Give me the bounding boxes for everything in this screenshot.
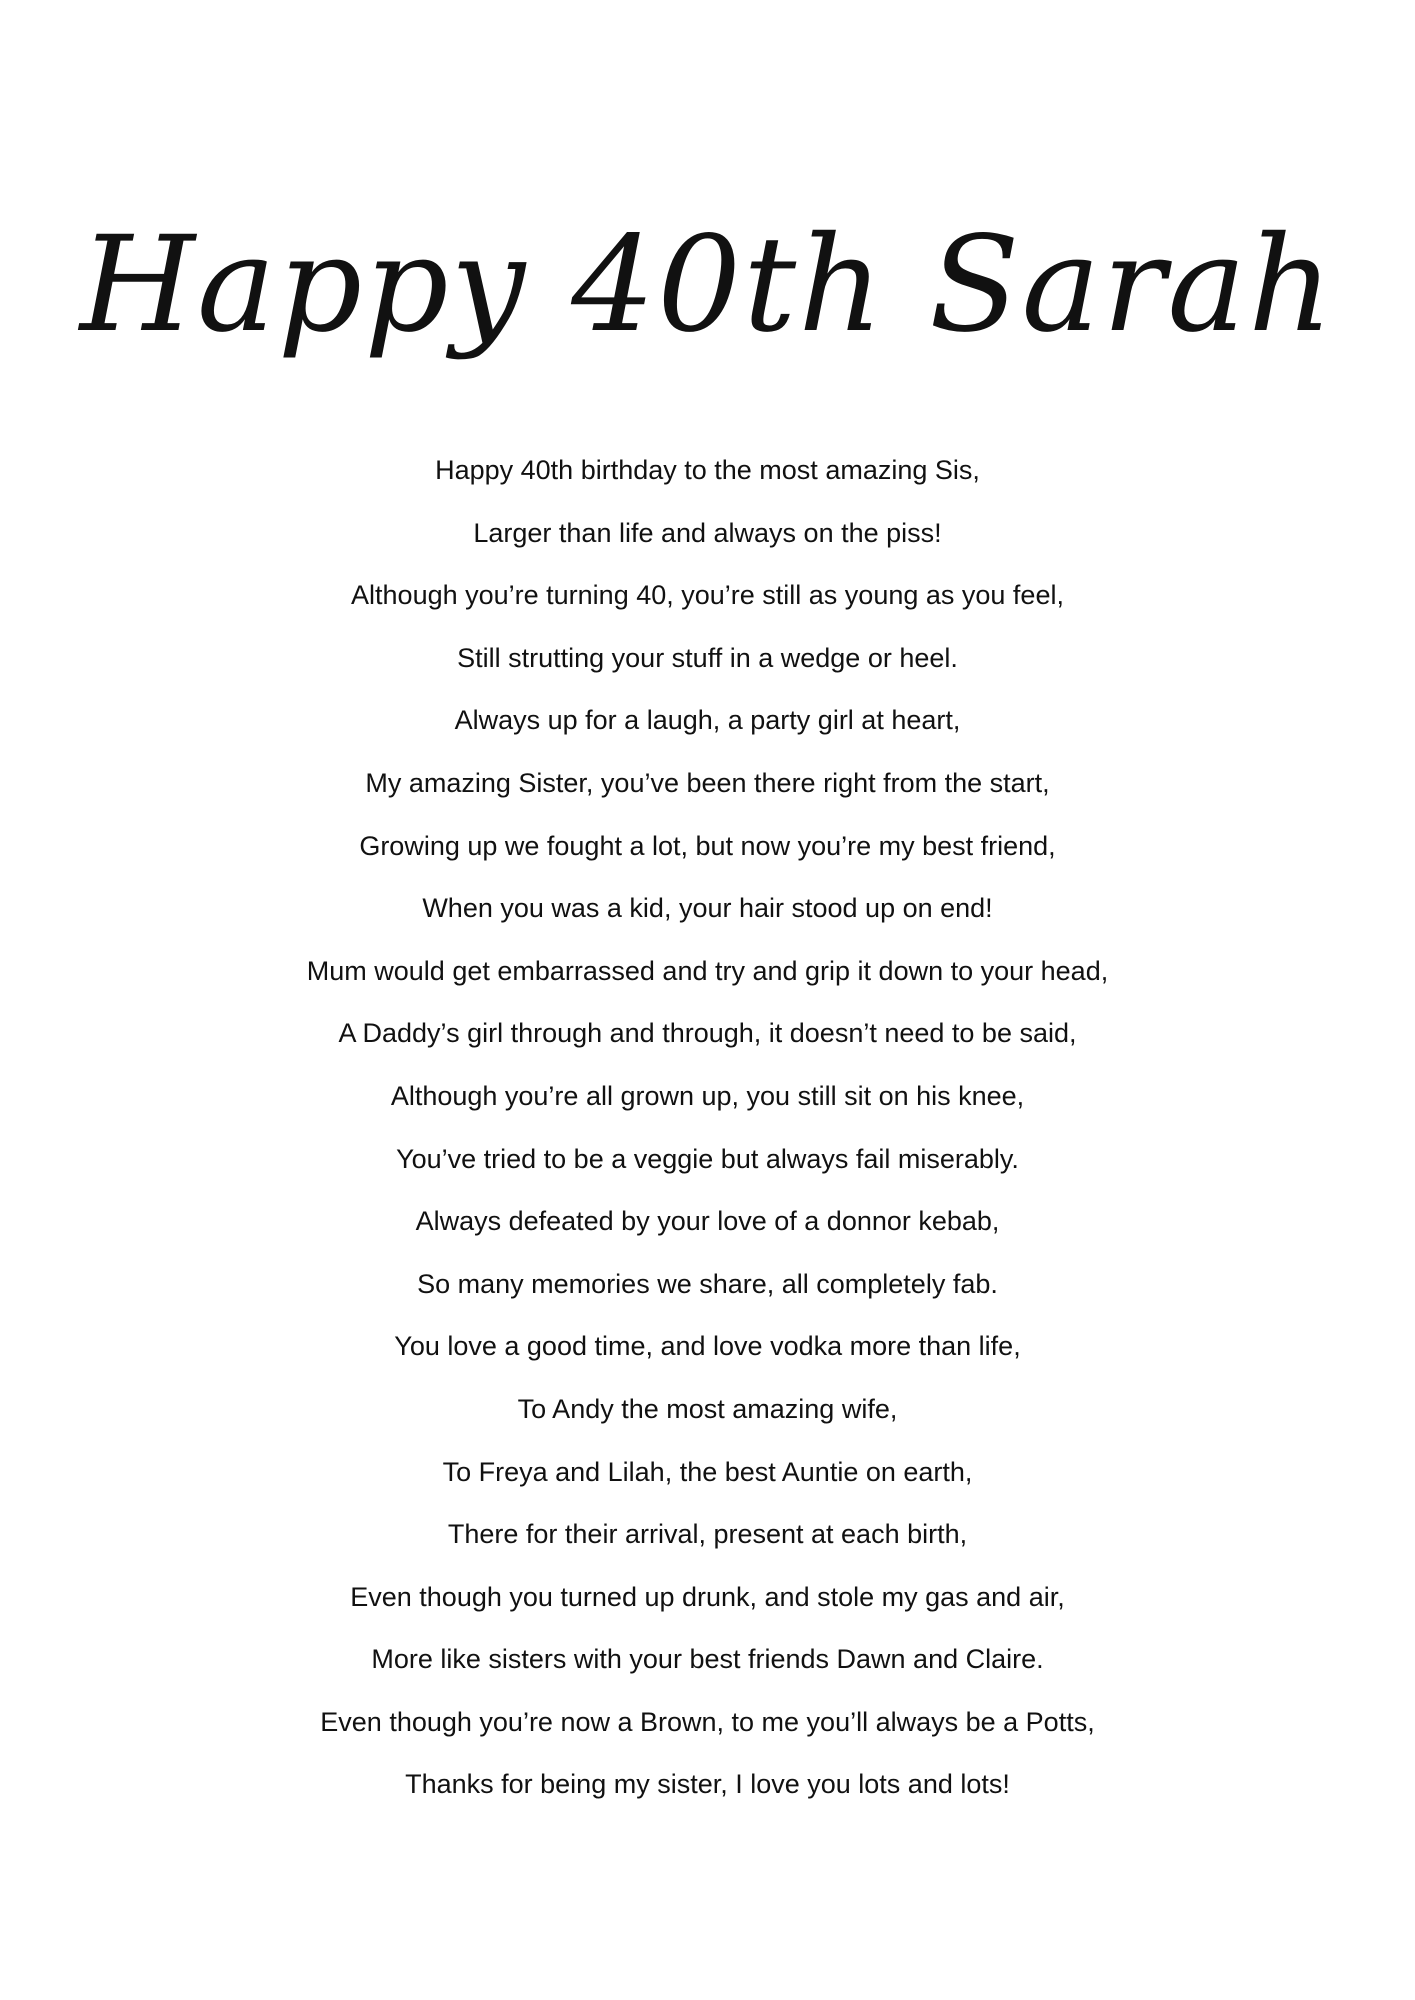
page-title: Happy 40th Sarah: [79, 208, 1336, 362]
poem-line: To Freya and Lilah, the best Auntie on earth,: [442, 1456, 973, 1487]
poem-line: Growing up we fought a lot, but now you’re my best friend,: [359, 830, 1056, 861]
poem-line: Still strutting your stuff in a wedge or heel.: [457, 642, 958, 673]
poem-line: A Daddy’s girl through and through, it doesn’t need to be said,: [338, 1018, 1077, 1049]
poem-line: So many memories we share, all completely fab.: [417, 1268, 998, 1299]
poem-line: Always defeated by your love of a donnor kebab,: [415, 1206, 1000, 1237]
poem-line: More like sisters with your best friends Dawn and Claire.: [371, 1644, 1044, 1675]
poem-line: Although you’re turning 40, you’re still as young as you feel,: [351, 580, 1064, 611]
poem-line: My amazing Sister, you’ve been there right from the start,: [365, 767, 1050, 798]
poem-line: Even though you turned up drunk, and stole my gas and air,: [350, 1581, 1065, 1612]
poem-line: To Andy the most amazing wife,: [517, 1393, 898, 1424]
poem-line: Mum would get embarrassed and try and grip it down to your head,: [306, 955, 1109, 986]
poem-line: Although you’re all grown up, you still sit on his knee,: [390, 1080, 1025, 1111]
poem-line: Even though you’re now a Brown, to me you’ll always be a Potts,: [320, 1706, 1095, 1737]
poem-line: There for their arrival, present at each birth,: [447, 1519, 968, 1550]
poem-line: Always up for a laugh, a party girl at heart,: [454, 705, 961, 736]
poem-line: Thanks for being my sister, I love you lots and lots!: [405, 1769, 1010, 1800]
poem-body: [0, 451, 1415, 1828]
poem-line: When you was a kid, your hair stood up on end!: [422, 893, 993, 924]
poem-line: You love a good time, and love vodka more than life,: [394, 1331, 1021, 1362]
poem-line: Larger than life and always on the piss!: [473, 517, 942, 548]
poem-line: Happy 40th birthday to the most amazing Sis,: [435, 455, 980, 485]
poem-line: You’ve tried to be a veggie but always fail miserably.: [396, 1143, 1019, 1174]
